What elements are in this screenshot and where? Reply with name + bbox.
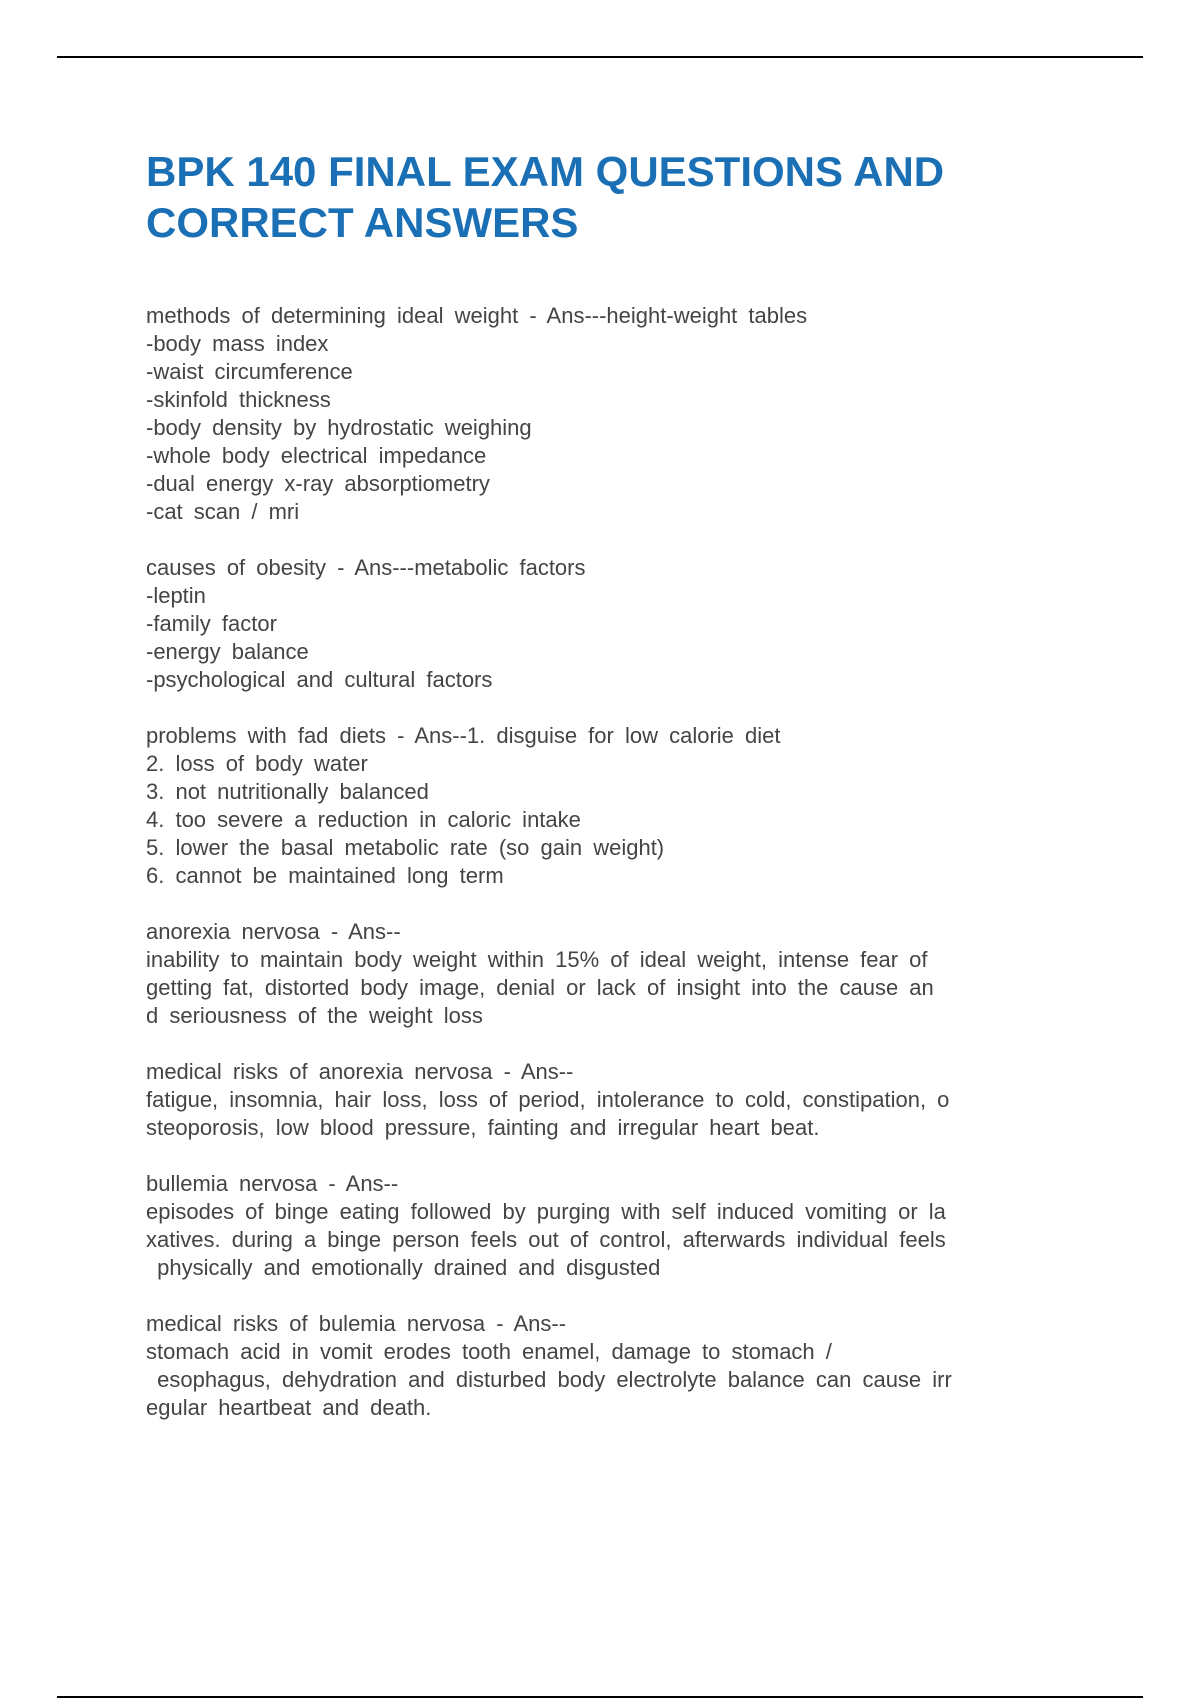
qa-line: esophagus, dehydration and disturbed body electrolyte balance can cause irr — [146, 1367, 952, 1392]
qa-entry-anorexia-nervosa — [146, 918, 1086, 1030]
qa-entry-fad-diets — [146, 722, 1086, 890]
qa-line: methods of determining ideal weight - Ans---height-weight tables — [146, 303, 808, 328]
qa-line: episodes of binge eating followed by purging with self induced vomiting or la — [146, 1199, 946, 1224]
qa-entry-bulemia-medical-risks — [146, 1310, 1086, 1422]
qa-line: problems with fad diets - Ans--1. disguise for low calorie diet — [146, 723, 781, 748]
qa-line: fatigue, insomnia, hair loss, loss of period, intolerance to cold, constipation, o — [146, 1087, 950, 1112]
title-line-2: CORRECT ANSWERS — [146, 199, 579, 246]
qa-line: d seriousness of the weight loss — [146, 1003, 483, 1028]
qa-line: -energy balance — [146, 639, 309, 664]
qa-list — [146, 302, 1086, 1450]
qa-line: getting fat, distorted body image, denial or lack of insight into the cause an — [146, 975, 934, 1000]
qa-line: -body mass index — [146, 331, 329, 356]
qa-entry-bullemia-nervosa — [146, 1170, 1086, 1282]
qa-line: -family factor — [146, 611, 277, 636]
qa-line: steoporosis, low blood pressure, fainting and irregular heart beat. — [146, 1115, 820, 1140]
qa-entry-causes-of-obesity — [146, 554, 1086, 694]
qa-entry-anorexia-medical-risks — [146, 1058, 1086, 1142]
qa-line: 2. loss of body water — [146, 751, 368, 776]
qa-line: causes of obesity - Ans---metabolic factors — [146, 555, 586, 580]
bottom-divider — [57, 1696, 1143, 1698]
qa-line: 3. not nutritionally balanced — [146, 779, 429, 804]
qa-line: -body density by hydrostatic weighing — [146, 415, 532, 440]
qa-line: -dual energy x-ray absorptiometry — [146, 471, 490, 496]
qa-line: -cat scan / mri — [146, 499, 300, 524]
document-title — [146, 146, 1096, 248]
qa-line: -waist circumference — [146, 359, 353, 384]
top-divider — [57, 56, 1143, 58]
qa-line: bullemia nervosa - Ans-- — [146, 1171, 399, 1196]
qa-line: xatives. during a binge person feels out of control, afterwards individual feels — [146, 1227, 946, 1252]
qa-line: anorexia nervosa - Ans-- — [146, 919, 401, 944]
qa-line: stomach acid in vomit erodes tooth enamel, damage to stomach / — [146, 1339, 832, 1364]
qa-line: inability to maintain body weight within 15% of ideal weight, intense fear of — [146, 947, 928, 972]
qa-line: 4. too severe a reduction in caloric intake — [146, 807, 581, 832]
qa-line: -skinfold thickness — [146, 387, 331, 412]
qa-line: 6. cannot be maintained long term — [146, 863, 504, 888]
title-line-1: BPK 140 FINAL EXAM QUESTIONS AND — [146, 148, 945, 195]
qa-line: -whole body electrical impedance — [146, 443, 487, 468]
qa-line: physically and emotionally drained and disgusted — [146, 1255, 661, 1280]
qa-entry-ideal-weight-methods — [146, 302, 1086, 526]
qa-line: medical risks of anorexia nervosa - Ans-- — [146, 1059, 574, 1084]
qa-line: -psychological and cultural factors — [146, 667, 493, 692]
qa-line: egular heartbeat and death. — [146, 1395, 432, 1420]
qa-line: 5. lower the basal metabolic rate (so gain weight) — [146, 835, 665, 860]
qa-line: -leptin — [146, 583, 206, 608]
qa-line: medical risks of bulemia nervosa - Ans-- — [146, 1311, 567, 1336]
